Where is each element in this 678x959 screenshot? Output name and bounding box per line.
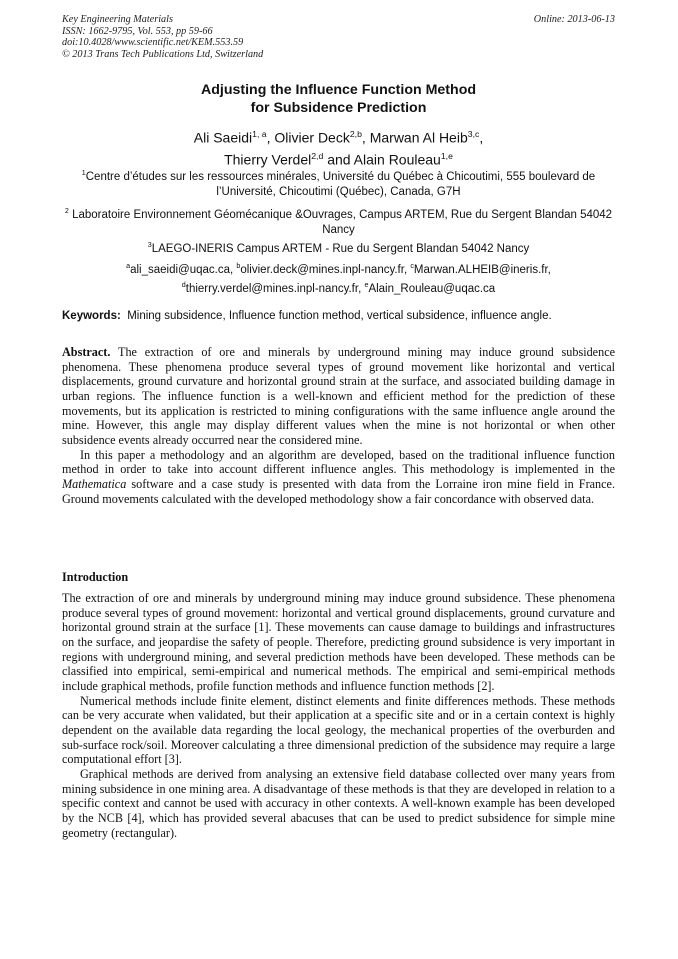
author-affiliation-mark: 2,b: [349, 129, 362, 139]
intro-paragraph-1: The extraction of ore and minerals by underground mining may induce ground subsidence. These phenomena produce several types of ground movement: horizontal and vertical ground displacements, ground curvature and horizontal ground strain at the surface [1]. These movements can cause damage to buildings and infrastructures on the surface, and jeopardise the safety of people. Therefore, predicting ground subsidence is very important in regions with underground mining, and several prediction methods have been developed. These methods can be classified into empirical, semi-empirical and numerical methods. The empirical and semi-empirical methods include graphical methods, profile function methods and influence function methods [2].: [62, 591, 615, 693]
online-date: Online: 2013-06-13: [533, 14, 615, 25]
email-mark: a: [126, 262, 131, 270]
paper-title: [62, 82, 615, 117]
email-mark: e: [364, 280, 369, 289]
affiliation-2: [62, 204, 615, 238]
abstract-text: In this paper a methodology and an algorithm are developed, based on the traditional influence function method in order to take into account different influence angles. This methodology is implemented in the: [62, 447, 615, 477]
author-name: Alain Rouleau: [353, 151, 441, 168]
affiliation-number: 1: [81, 169, 86, 177]
abstract-text: software and a case study is presented with data from the Lorraine iron mine field in France. Ground movements calculated with the developed methodology show a fair concordance with observed data.: [62, 476, 615, 506]
email-address: Alain_Rouleau@uqac.ca: [368, 282, 496, 295]
title-line-1: Adjusting the Influence Function Method: [200, 82, 477, 98]
intro-paragraph-3: Graphical methods are derived from analysing an extensive field database collected over many years from mining subsidence in one mining area. A disadvantage of these methods is that they are developed in relation to a specific context and cannot be used with accuracy in other contexts. A well-known example has been developed by the NCB [4], which has provided several abacuses that can be used to predict subsidence for simple mine geometry (rectangular).: [62, 766, 615, 840]
email-address: olivier.deck@mines.inpl-nancy.fr,: [240, 263, 411, 276]
affiliation-3: [62, 238, 615, 257]
author-name: Ali Saeidi: [193, 129, 253, 146]
author-affiliation-mark: 1,e: [440, 150, 453, 161]
author-conjunction: and: [327, 151, 351, 168]
author-name: Olivier Deck: [274, 129, 350, 146]
author-name: Marwan Al Heib: [369, 129, 468, 146]
affiliation-text: LAEGO-INERIS Campus ARTEM - Rue du Sergent Blandan 54042 Nancy: [151, 242, 530, 255]
author-list: Ali Saeidi$^{1, a}$, Olivier Deck$^{2,b}$, Marwan Al Heib$^{3,c}$, Thierry Verdel$^{2,d}$ and Alain Rouleau$^{1,e}$: [193, 129, 484, 168]
abstract-paragraph-1: [62, 345, 615, 448]
affiliation-text: Laboratoire Environnement Géomécanique &Ouvrages, Campus ARTEM, Rue du Sergent Blandan 54042 Nancy: [68, 208, 613, 236]
abstract-label: Abstract.: [62, 345, 111, 359]
author-affiliation-mark: 2,d: [311, 150, 324, 161]
keywords: [62, 310, 615, 322]
affiliation-number: 3: [147, 241, 152, 249]
affiliation-text: Centre d’études sur les ressources minérales, Université du Québec à Chicoutimi, 555 boulevard de l’Université, Chicoutimi (Québec), Canada, G7H: [85, 170, 596, 198]
intro-paragraph-2: Numerical methods include finite element, distinct elements and finite differences methods. These methods can be very accurate when validated, but their application at a specific site and or in a certain context is highly dependent on the available data regarding the local geology, the mechanical properties of the overburden and sub-surface rock/soil. Moreover calculating a three dimensional prediction of the subsidence may require a large computational effort [3].: [62, 693, 615, 767]
abstract-text: The extraction of ore and minerals by underground mining may induce ground subsidence phenomena. These phenomena produce several types of ground movement like horizontal and vertical displacements, ground curvature and horizontal ground strain at the surface, and associated building damage in urban regions. The influence function is a well-known and efficient method for the prediction of these movements, but its application is restricted to mining configurations with the same influence angle around the mine. However, this angle may display different values when the mine is not horizontal or when other subsidence events already occurred near the considered mine.: [62, 345, 616, 447]
email-address: thierry.verdel@mines.inpl-nancy.fr,: [185, 282, 365, 295]
section-heading-introduction: Introduction: [62, 570, 129, 584]
affiliation-number: 2: [64, 207, 69, 215]
journal-name: Key Engineering Materials: [62, 14, 173, 25]
author-affiliation-mark: 1, a: [252, 129, 267, 139]
doi: doi:10.4028/www.scientific.net/KEM.553.59: [62, 37, 244, 49]
email-address: Marwan.ALHEIB@ineris.fr,: [413, 263, 551, 276]
keywords-text: Mining subsidence, Influence function method, vertical subsidence, influence angle.: [127, 310, 552, 322]
email-mark: b: [236, 262, 241, 270]
abstract: [62, 345, 615, 506]
introduction-body: [62, 591, 615, 840]
email-mark: d: [181, 280, 186, 289]
journal-header: [62, 14, 263, 60]
copyright: © 2013 Trans Tech Publications Ltd, Switzerland: [62, 48, 264, 60]
title-line-2: for Subsidence Prediction: [250, 99, 427, 116]
author-affiliation-mark: 3,c: [467, 129, 480, 139]
software-name: Mathematica: [62, 476, 127, 491]
issn: ISSN: 1662-9795, Vol. 553, pp 59-66: [62, 25, 213, 37]
affiliation-1: [62, 166, 615, 200]
author-emails: [62, 259, 615, 297]
email-mark: c: [410, 262, 414, 270]
author-name: Thierry Verdel: [224, 151, 312, 168]
email-address: ali_saeidi@uqac.ca,: [130, 263, 237, 276]
keywords-label: Keywords:: [62, 310, 121, 322]
abstract-paragraph-2: [62, 448, 615, 507]
